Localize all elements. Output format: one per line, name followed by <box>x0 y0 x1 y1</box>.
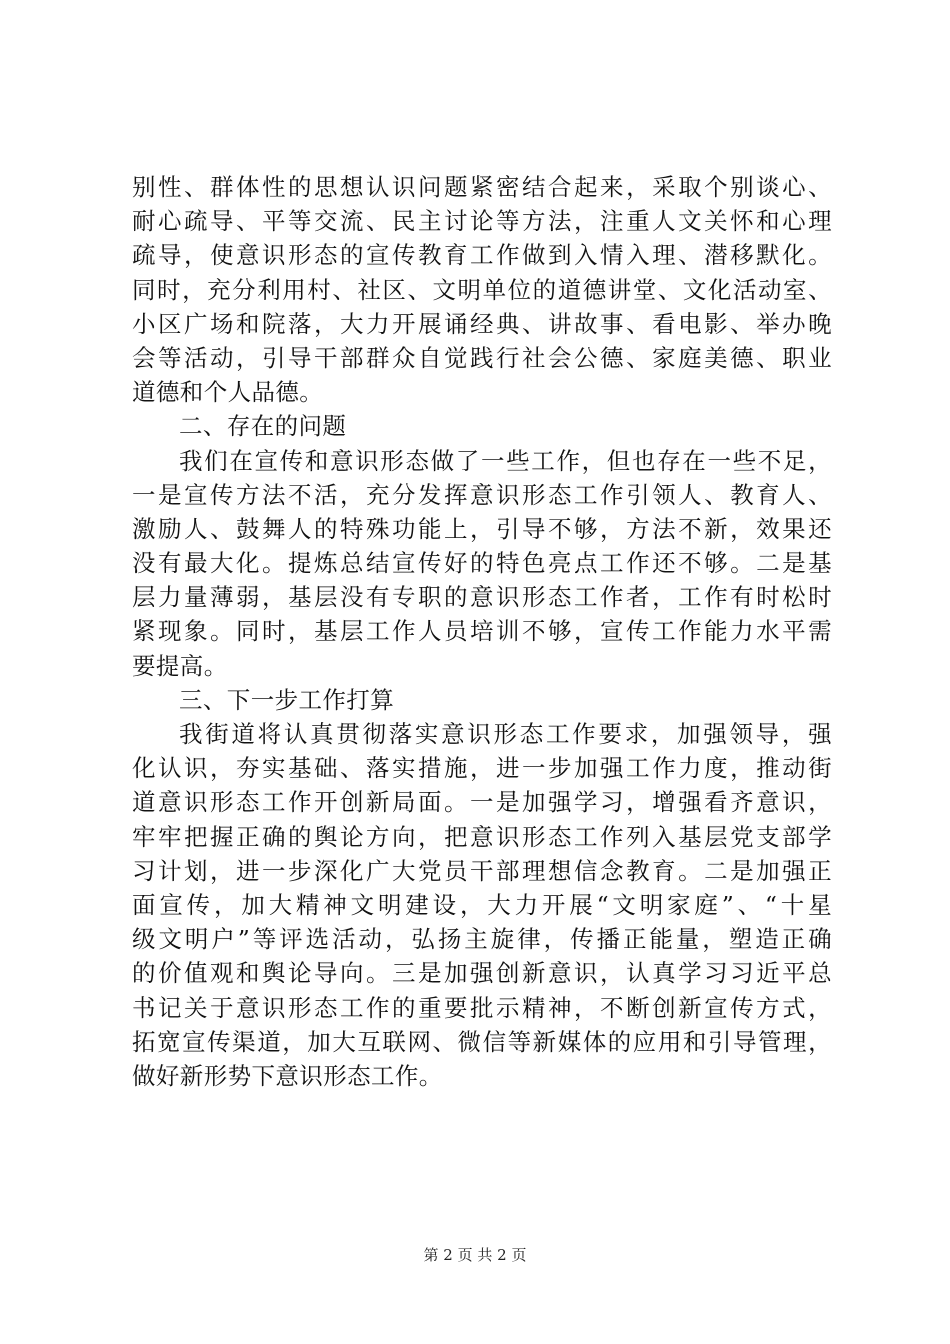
text-line: 激励人、鼓舞人的特殊功能上，引导不够，方法不新，效果还 <box>132 514 832 543</box>
text-line: 化认识，夯实基础、落实措施，进一步加强工作力度，推动街 <box>132 754 832 783</box>
text-line: 层力量薄弱，基层没有专职的意识形态工作者，工作有时松时 <box>132 583 832 612</box>
text-line: 面宣传，加大精神文明建设，大力开展“文明家庭”、“十星 <box>132 890 832 919</box>
text-line: 会等活动，引导干部群众自觉践行社会公德、家庭美德、职业 <box>132 343 832 372</box>
text-line: 书记关于意识形态工作的重要批示精神，不断创新宣传方式， <box>132 993 832 1022</box>
text-line: 的价值观和舆论导向。三是加强创新意识，认真学习习近平总 <box>132 959 832 988</box>
text-line: 道意识形态工作开创新局面。一是加强学习，增强看齐意识， <box>132 788 832 817</box>
paragraph-start-line: 我街道将认真贯彻落实意识形态工作要求，加强领导，强 <box>179 720 832 748</box>
paragraph-start-line: 二、存在的问题 <box>179 412 347 441</box>
text-line: 同时，充分利用村、社区、文明单位的道德讲堂、文化活动室、 <box>132 275 832 304</box>
paragraph-start-line: 三、下一步工作打算 <box>179 685 395 714</box>
text-line: 别性、群体性的思想认识问题紧密结合起来，采取个别谈心、 <box>132 173 832 201</box>
document-body <box>132 170 832 1093</box>
text-line: 牢牢把握正确的舆论方向，把意识形态工作列入基层党支部学 <box>132 822 832 851</box>
text-line: 没有最大化。提炼总结宣传好的特色亮点工作还不够。二是基 <box>132 549 832 578</box>
text-line: 做好新形势下意识形态工作。 <box>132 1061 443 1090</box>
text-line: 一是宣传方法不活，充分发挥意识形态工作引领人、教育人、 <box>132 480 832 509</box>
text-line: 道德和个人品德。 <box>132 378 324 407</box>
text-line: 习计划，进一步深化广大党员干部理想信念教育。二是加强正 <box>132 856 832 885</box>
text-line: 要提高。 <box>132 651 228 680</box>
page-number-footer: 第 2 页 共 2 页 <box>423 1246 527 1264</box>
text-line: 级文明户”等评选活动，弘扬主旋律，传播正能量，塑造正确 <box>132 925 832 954</box>
text-line: 紧现象。同时，基层工作人员培训不够，宣传工作能力水平需 <box>132 617 832 646</box>
paragraph-start-line: 我们在宣传和意识形态做了一些工作，但也存在一些不足， <box>179 446 832 475</box>
text-line: 疏导，使意识形态的宣传教育工作做到入情入理、潜移默化。 <box>132 241 832 270</box>
text-line: 耐心疏导、平等交流、民主讨论等方法，注重人文关怀和心理 <box>132 207 832 236</box>
text-line: 拓宽宣传渠道，加大互联网、微信等新媒体的应用和引导管理， <box>132 1027 832 1056</box>
text-line: 小区广场和院落，大力开展诵经典、讲故事、看电影、举办晚 <box>132 309 832 338</box>
